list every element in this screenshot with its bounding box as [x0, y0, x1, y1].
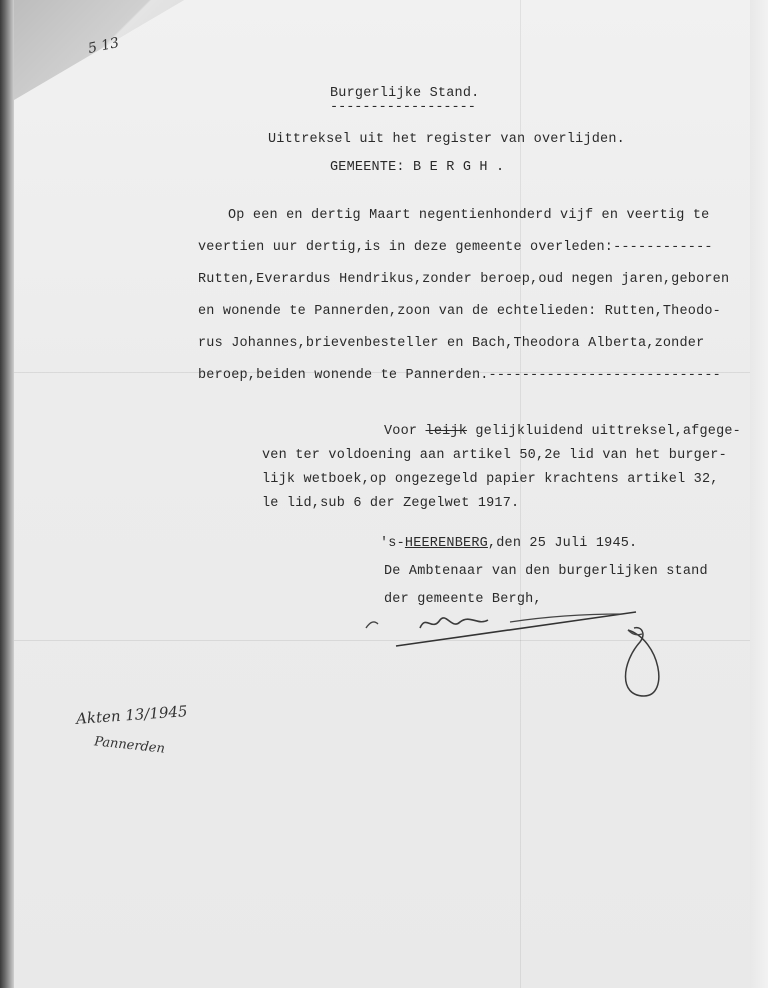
body-line: Rutten,Everardus Hendrikus,zonder beroep,oud negen jaren,geboren: [198, 272, 730, 287]
body-line: beroep,beiden wonende te Pannerden.----------------------------: [198, 368, 721, 383]
place-name: HEERENBERG: [404, 536, 488, 551]
corner-note: 5 13: [86, 34, 121, 58]
document-title: Burgerlijke Stand.: [330, 86, 480, 101]
signoff-date: ,den 25 Juli 1945.: [487, 536, 638, 551]
document-subtitle: Uittreksel uit het register van overlijden.: [268, 132, 625, 147]
certification-line: ven ter voldoening aan artikel 50,2e lid van het burger-: [262, 448, 727, 463]
struck-word: leijk: [425, 424, 468, 439]
place-date-line: [380, 536, 637, 551]
document-paper: [14, 0, 750, 988]
certification-line: [384, 424, 741, 439]
certification-lead: Voor: [384, 424, 426, 439]
certification-line: lijk wetboek,op ongezegeld papier krachtens artikel 32,: [262, 472, 719, 487]
title-underline: ------------------: [330, 100, 476, 115]
place-prefix: 's-: [380, 536, 405, 551]
body-line: veertien uur dertig,is in deze gemeente overleden:------------: [198, 240, 713, 255]
certification-rest: gelijkluidend uittreksel,afgege-: [467, 424, 741, 439]
body-line: en wonende te Pannerden,zoon van de echtelieden: Rutten,Theodo-: [198, 304, 721, 319]
fold-line-vertical: [520, 0, 521, 988]
scan-left-edge: [0, 0, 14, 988]
handwritten-note-line1: Akten 13/1945: [75, 702, 189, 728]
body-line: Op een en dertig Maart negentienhonderd vijf en veertig te: [228, 208, 710, 223]
signature-scribble: [360, 600, 680, 710]
municipality-line: GEMEENTE: B E R G H .: [330, 160, 505, 175]
body-line: rus Johannes,brievenbesteller en Bach,Theodora Alberta,zonder: [198, 336, 705, 351]
official-municipality: der gemeente Bergh,: [384, 592, 542, 607]
official-title: De Ambtenaar van den burgerlijken stand: [384, 564, 708, 579]
handwritten-note-line2: Pannerden: [93, 734, 166, 757]
scan-right-edge: [750, 0, 768, 988]
certification-line: le lid,sub 6 der Zegelwet 1917.: [262, 496, 520, 511]
